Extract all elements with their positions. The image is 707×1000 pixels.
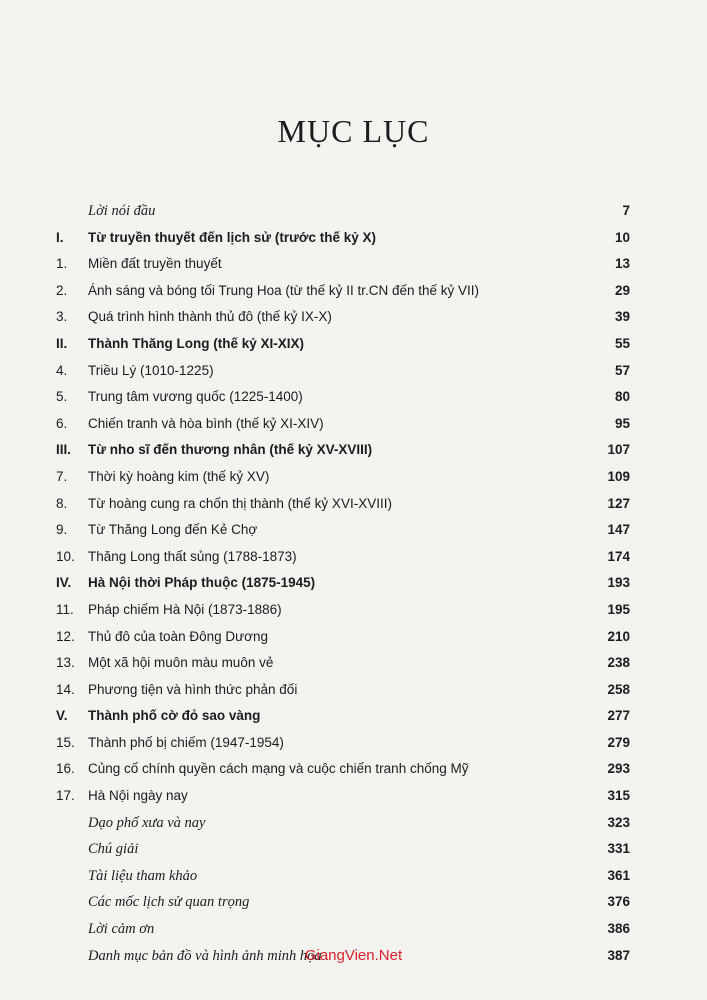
- toc-entry-page: 387: [607, 947, 630, 963]
- toc-entry: [56, 464, 641, 491]
- toc-entry-number: 11.: [56, 601, 74, 617]
- toc-entry-number: 2.: [56, 282, 68, 298]
- toc-entry: [56, 624, 641, 651]
- toc-entry: [56, 198, 641, 225]
- toc-entry-page: 174: [607, 548, 630, 564]
- toc-entry-page: 55: [614, 335, 630, 351]
- toc-entry: [56, 491, 641, 518]
- toc-entry-page: 193: [607, 575, 630, 591]
- toc-entry-page: 279: [607, 734, 630, 750]
- toc-entry: [56, 783, 641, 810]
- toc-entry: [56, 756, 641, 783]
- toc-entry-page: 109: [607, 468, 630, 484]
- toc-entry-number: 5.: [56, 389, 68, 405]
- toc-entry: [56, 810, 641, 837]
- toc-entry: [56, 437, 641, 464]
- toc-entry-number: I.: [56, 229, 64, 245]
- toc-entry-title: Từ nho sĩ đến thương nhân (thế kỷ XV-XVIII): [88, 442, 373, 458]
- toc-entry-number: 6.: [56, 415, 68, 431]
- toc-entry-title: Thăng Long thất sủng (1788-1873): [88, 548, 297, 564]
- toc-entry-number: 16.: [56, 761, 75, 777]
- toc-entry-number: 7.: [56, 468, 68, 484]
- toc-entry-title: Danh mục bản đồ và hình ảnh minh họa: [88, 947, 322, 964]
- toc-entry-page: 39: [614, 309, 630, 325]
- toc-entry-page: 293: [607, 761, 630, 777]
- site-watermark: GiangVien.Net: [304, 947, 403, 964]
- toc-entry-title: Tài liệu tham khảo: [88, 867, 198, 884]
- toc-entry-page: 95: [614, 415, 630, 431]
- toc-entry-page: 376: [607, 894, 630, 910]
- toc-entry-title: Chiến tranh và hòa bình (thế kỷ XI-XIV): [88, 415, 324, 431]
- toc-entry-number: V.: [56, 708, 68, 724]
- toc-entry: [56, 836, 641, 863]
- toc-entry-title: Hà Nội thời Pháp thuộc (1875-1945): [88, 575, 316, 591]
- toc-entry-number: II.: [56, 335, 68, 351]
- toc-entry-title: Hà Nội ngày nay: [88, 788, 188, 804]
- toc-entry-title: Thủ đô của toàn Đông Dương: [88, 628, 269, 644]
- toc-entry: [56, 411, 641, 438]
- toc-entry-page: 238: [607, 655, 630, 671]
- toc-entry-title: Phương tiện và hình thức phản đối: [88, 681, 298, 697]
- toc-entry-number: 8.: [56, 495, 68, 511]
- toc-entry-title: Chú giải: [88, 841, 139, 858]
- toc-entry-title: Từ truyền thuyết đến lịch sử (trước thế kỷ X): [88, 229, 376, 245]
- toc-entry-number: 12.: [56, 628, 75, 644]
- toc-entry-number: 1.: [56, 256, 68, 272]
- toc-entry-page: 29: [614, 282, 630, 298]
- toc-entry-page: 80: [614, 389, 630, 405]
- toc-entry: [56, 225, 641, 252]
- toc-entry-title: Triều Lý (1010-1225): [88, 362, 214, 378]
- toc-entry: [56, 916, 641, 943]
- toc-entry-page: 13: [614, 256, 630, 272]
- toc-entry-title: Lời nói đầu: [88, 203, 156, 219]
- toc-entry: [56, 677, 641, 704]
- toc-entry-page: 147: [607, 522, 630, 538]
- toc-entry-title: Pháp chiếm Hà Nội (1873-1886): [88, 601, 282, 617]
- toc-entry-number: 13.: [56, 655, 75, 671]
- toc-entry: [56, 597, 641, 624]
- toc-entry-page: 10: [614, 229, 630, 245]
- toc-entry-page: 323: [607, 814, 630, 830]
- toc-entry-page: 7: [622, 203, 630, 218]
- toc-entry-title: Lời cảm ơn: [88, 921, 155, 938]
- toc-entry-number: 17.: [56, 788, 75, 804]
- toc-entry-title: Dạo phố xưa và nay: [88, 814, 206, 831]
- toc-entry-number: 3.: [56, 309, 68, 325]
- toc-entry-number: 4.: [56, 362, 68, 378]
- toc-entry-page: 127: [607, 495, 630, 511]
- toc-entry-number: III.: [56, 442, 72, 458]
- toc-entry-title: Thành Thăng Long (thế kỷ XI-XIX): [88, 335, 304, 351]
- toc-entry-number: 10.: [56, 548, 75, 564]
- toc-entry-page: 210: [607, 628, 630, 644]
- toc-entry: [56, 889, 641, 916]
- toc-entry-title: Các mốc lịch sử quan trọng: [88, 894, 250, 911]
- toc-entry: [56, 384, 641, 411]
- toc-entry-number: IV.: [56, 575, 72, 591]
- toc-entry-page: 277: [607, 708, 630, 724]
- toc-entry: [56, 863, 641, 890]
- toc-entry-number: 9.: [56, 522, 68, 538]
- toc-entry-page: 107: [607, 442, 630, 458]
- toc-entry: [56, 730, 641, 757]
- toc-entry-title: Ánh sáng và bóng tối Trung Hoa (từ thế kỷ II tr.CN đến thế kỷ VII): [88, 282, 479, 298]
- toc-entry-page: 57: [614, 362, 630, 378]
- toc-entry-page: 258: [607, 681, 630, 697]
- toc-entry: [56, 544, 641, 571]
- toc-entry-page: 361: [607, 867, 630, 883]
- toc-entry-title: Từ hoàng cung ra chốn thị thành (thế kỷ XVI-XVIII): [88, 495, 392, 511]
- toc-entry-title: Thời kỳ hoàng kim (thế kỷ XV): [88, 468, 270, 484]
- toc-entry: [56, 358, 641, 385]
- toc-entry: [56, 703, 641, 730]
- toc-entry-page: 315: [607, 788, 630, 804]
- toc-entry-title: Một xã hội muôn màu muôn vẻ: [88, 655, 274, 671]
- toc-entry-number: 15.: [56, 734, 75, 750]
- toc-entry-title: Trung tâm vương quốc (1225-1400): [88, 389, 303, 405]
- toc-entry: [56, 251, 641, 278]
- toc-entry-page: 195: [607, 601, 630, 617]
- table-of-contents: [56, 198, 641, 969]
- toc-entry-title: Từ Thăng Long đến Kẻ Chợ: [88, 522, 258, 538]
- toc-entry: [56, 331, 641, 358]
- toc-entry-title: Củng cố chính quyền cách mạng và cuộc chiến tranh chống Mỹ: [88, 761, 469, 777]
- toc-entry-title: Miền đất truyền thuyết: [88, 256, 222, 272]
- toc-entry: [56, 278, 641, 305]
- toc-entry-title: Thành phố bị chiếm (1947-1954): [88, 734, 284, 750]
- toc-entry-title: Quá trình hình thành thủ đô (thế kỷ IX-X): [88, 309, 332, 325]
- toc-entry-page: 386: [607, 921, 630, 937]
- toc-entry: [56, 517, 641, 544]
- toc-entry-title: Thành phố cờ đỏ sao vàng: [88, 708, 261, 724]
- toc-entry: [56, 570, 641, 597]
- toc-entry-page: 331: [607, 841, 630, 857]
- toc-entry-number: 14.: [56, 681, 75, 697]
- toc-entry: [56, 304, 641, 331]
- toc-entry: [56, 650, 641, 677]
- page-title: MỤC LỤC: [277, 113, 430, 150]
